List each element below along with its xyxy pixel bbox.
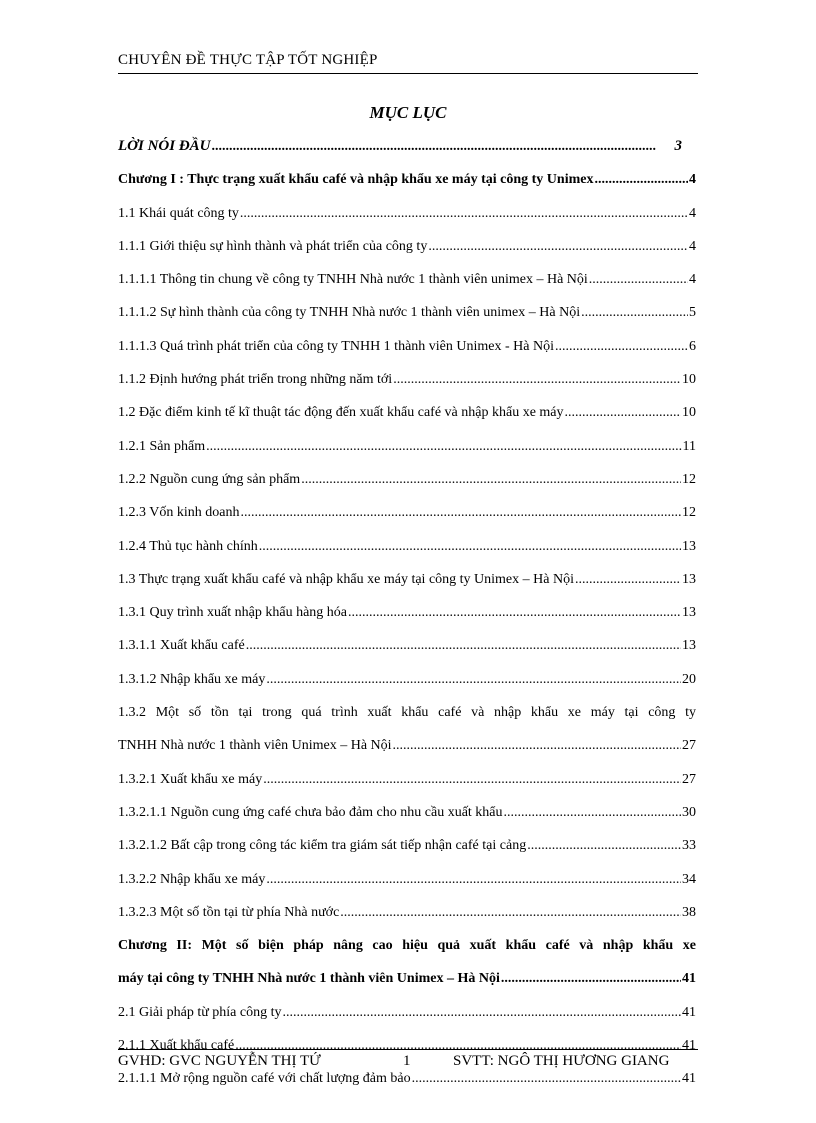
toc-entry-page: 6 — [689, 338, 696, 354]
toc-entry-page: 41 — [682, 1071, 696, 1087]
toc-entry[interactable] — [118, 263, 696, 296]
footer-student: SVTT: NGÔ THỊ HƯƠNG GIANG — [453, 1053, 670, 1069]
header-rule — [118, 73, 698, 74]
toc-entry-page: 41 — [682, 971, 696, 987]
toc-entry-title: 1.3.2.1.2 Bất cập trong công tác kiểm tra giám sát tiếp nhận café tại cảng — [118, 838, 527, 854]
page-footer — [118, 1053, 698, 1073]
footer-page-number: 1 — [403, 1053, 411, 1069]
toc-entry-page: 4 — [689, 172, 696, 188]
toc-entry[interactable] — [118, 829, 696, 862]
toc-entry-page: 20 — [682, 671, 696, 687]
toc-leader-dots — [393, 363, 681, 396]
toc-entry[interactable] — [118, 230, 696, 263]
toc-leader-dots — [206, 430, 681, 463]
toc-entry-page: 4 — [689, 205, 696, 221]
toc-leader-dots — [263, 763, 681, 796]
toc-entry-title: 1.3 Thực trạng xuất khẩu café và nhập khẩu xe máy tại công ty Unimex – Hà Nội — [118, 571, 574, 587]
toc-leader-dots — [266, 663, 681, 696]
toc-leader-dots — [527, 829, 681, 862]
toc-entry-title: 1.1.1.2 Sự hình thành của công ty TNHH Nhà nước 1 thành viên unimex – Hà Nội — [118, 305, 581, 321]
toc-entry-title: TNHH Nhà nước 1 thành viên Unimex – Hà Nội — [118, 738, 392, 754]
toc-leader-dots — [575, 563, 681, 596]
toc-entry[interactable] — [118, 863, 696, 896]
toc-entry-page: 4 — [689, 272, 696, 288]
toc-entry-title: 1.3.1.1 Xuất khẩu café — [118, 638, 245, 654]
toc-entry-title: 1.1.1.3 Quá trình phát triển của công ty TNHH 1 thành viên Unimex - Hà Nội — [118, 338, 554, 354]
toc-entry-page: 11 — [682, 438, 696, 454]
toc-leader-dots — [589, 263, 688, 296]
toc-entry[interactable] — [118, 629, 696, 662]
toc-entry-page: 12 — [682, 505, 696, 521]
toc-entry-page: 27 — [682, 771, 696, 787]
toc-entry-title: 1.1.1 Giới thiệu sự hình thành và phát triển của công ty — [118, 238, 428, 254]
toc-entry-title: 1.1.1.1 Thông tin chung về công ty TNHH Nhà nước 1 thành viên unimex – Hà Nội — [118, 272, 588, 288]
toc-leader-dots — [240, 496, 681, 529]
toc-entry-title: 1.2.3 Vốn kinh doanh — [118, 505, 240, 521]
toc-entry-page: 10 — [682, 405, 696, 421]
toc-leader-dots — [555, 330, 688, 363]
toc-entry[interactable] — [118, 197, 696, 230]
toc-entry[interactable] — [118, 330, 696, 363]
toc-entry-page: 38 — [682, 904, 696, 920]
toc-entry[interactable] — [118, 396, 696, 429]
toc-entry-title-line1[interactable]: 1.3.2 Một số tồn tại trong quá trình xuất khẩu café và nhập khẩu xe máy tại công ty — [118, 705, 696, 721]
toc-entry-page: 30 — [682, 804, 696, 820]
toc-entry-page: 13 — [682, 538, 696, 554]
toc-entry[interactable] — [118, 463, 696, 496]
toc-entry[interactable] — [118, 363, 696, 396]
toc-leader-dots — [259, 530, 681, 563]
toc-entry[interactable] — [118, 596, 696, 629]
toc-leader-dots — [340, 896, 681, 929]
toc-leader-dots — [266, 863, 681, 896]
toc-entry-title: 2.1.1 Xuất khẩu café — [118, 1038, 235, 1054]
toc-entry-title: 1.3.2.2 Nhập khẩu xe máy — [118, 871, 266, 887]
footer-rule — [118, 1049, 698, 1050]
toc-entry-title-line1[interactable]: Chương II: Một số biện pháp nâng cao hiệu quả xuất khẩu café và nhập khẩu xe — [118, 938, 696, 954]
toc-entry-page: 5 — [689, 305, 696, 321]
toc-leader-dots — [393, 729, 681, 762]
toc-leader-dots — [246, 629, 681, 662]
toc-leader-dots — [283, 996, 681, 1029]
toc-entry-page: 34 — [682, 871, 696, 887]
toc-leader-dots — [594, 163, 688, 196]
toc-entry[interactable] — [118, 763, 696, 796]
toc-entry-title: 1.2.2 Nguồn cung ứng sản phẩm — [118, 471, 301, 487]
toc-entry-title: 1.3.2.1 Xuất khẩu xe máy — [118, 771, 263, 787]
toc-entry-page: 41 — [682, 1004, 696, 1020]
toc-entry[interactable] — [118, 496, 696, 529]
toc-leader-dots — [581, 296, 688, 329]
toc-entry-intro[interactable] — [118, 130, 696, 163]
toc-entry[interactable] — [118, 163, 696, 196]
toc-leader-dots — [301, 463, 681, 496]
toc-entry-title: 1.2.4 Thủ tục hành chính — [118, 538, 258, 554]
toc-entry[interactable] — [118, 296, 696, 329]
toc-list — [118, 163, 696, 1095]
toc-entry[interactable] — [118, 729, 696, 762]
toc-entry-title: LỜI NÓI ĐẦU — [118, 138, 211, 154]
toc-entry[interactable] — [118, 996, 696, 1029]
toc-leader-dots — [212, 130, 656, 163]
toc-entry-title: 1.3.2.1.1 Nguồn cung ứng café chưa bảo đảm cho nhu cầu xuất khẩu — [118, 804, 503, 820]
toc-leader-dots — [428, 230, 688, 263]
toc-entry[interactable] — [118, 663, 696, 696]
toc-entry-title: Chương I : Thực trạng xuất khẩu café và nhập khẩu xe máy tại công ty Unimex — [118, 172, 594, 188]
toc-entry[interactable] — [118, 962, 696, 995]
toc-entry-title: 1.2 Đặc điểm kinh tế kĩ thuật tác động đến xuất khẩu café và nhập khẩu xe máy — [118, 405, 564, 421]
toc-entry[interactable] — [118, 563, 696, 596]
page-header: CHUYÊN ĐỀ THỰC TẬP TỐT NGHIỆP — [118, 52, 378, 68]
toc-entry-page: 27 — [682, 738, 696, 754]
toc-entry-page: 41 — [682, 1038, 696, 1054]
toc-leader-dots — [348, 596, 681, 629]
toc-entry-title: máy tại công ty TNHH Nhà nước 1 thành viên Unimex – Hà Nội — [118, 971, 500, 987]
toc-entry-title: 1.2.1 Sản phẩm — [118, 438, 206, 454]
toc-entry-page: 10 — [682, 372, 696, 388]
toc-entry-page: 4 — [689, 238, 696, 254]
toc-entry-page: 13 — [682, 605, 696, 621]
toc-entry[interactable] — [118, 796, 696, 829]
toc-leader-dots — [240, 197, 688, 230]
toc-entry-page: 13 — [682, 571, 696, 587]
toc-leader-dots — [504, 796, 681, 829]
toc-entry-title: 2.1 Giải pháp từ phía công ty — [118, 1004, 282, 1020]
toc-entry-title: 1.3.2.3 Một số tồn tại từ phía Nhà nước — [118, 904, 340, 920]
table-of-contents — [118, 130, 696, 1096]
footer-supervisor: GVHD: GVC NGUYỄN THỊ TỨ — [118, 1053, 321, 1069]
toc-leader-dots — [501, 962, 681, 995]
toc-entry-title: 2.1.1.1 Mở rộng nguồn café với chất lượng đảm bảo — [118, 1071, 411, 1087]
toc-entry-page: 12 — [682, 471, 696, 487]
toc-title: MỤC LỤC — [369, 103, 447, 122]
toc-leader-dots — [565, 396, 681, 429]
toc-entry-page: 13 — [682, 638, 696, 654]
toc-entry-title: 1.1.2 Định hướng phát triển trong những năm tới — [118, 372, 393, 388]
toc-entry-title: 1.3.1 Quy trình xuất nhập khẩu hàng hóa — [118, 605, 348, 621]
toc-entry[interactable] — [118, 896, 696, 929]
toc-entry[interactable] — [118, 530, 696, 563]
toc-entry-page: 3 — [674, 138, 682, 154]
toc-entry[interactable] — [118, 430, 696, 463]
toc-entry-title: 1.3.1.2 Nhập khẩu xe máy — [118, 671, 266, 687]
toc-entry-title: 1.1 Khái quát công ty — [118, 205, 239, 221]
toc-entry-page: 33 — [682, 838, 696, 854]
